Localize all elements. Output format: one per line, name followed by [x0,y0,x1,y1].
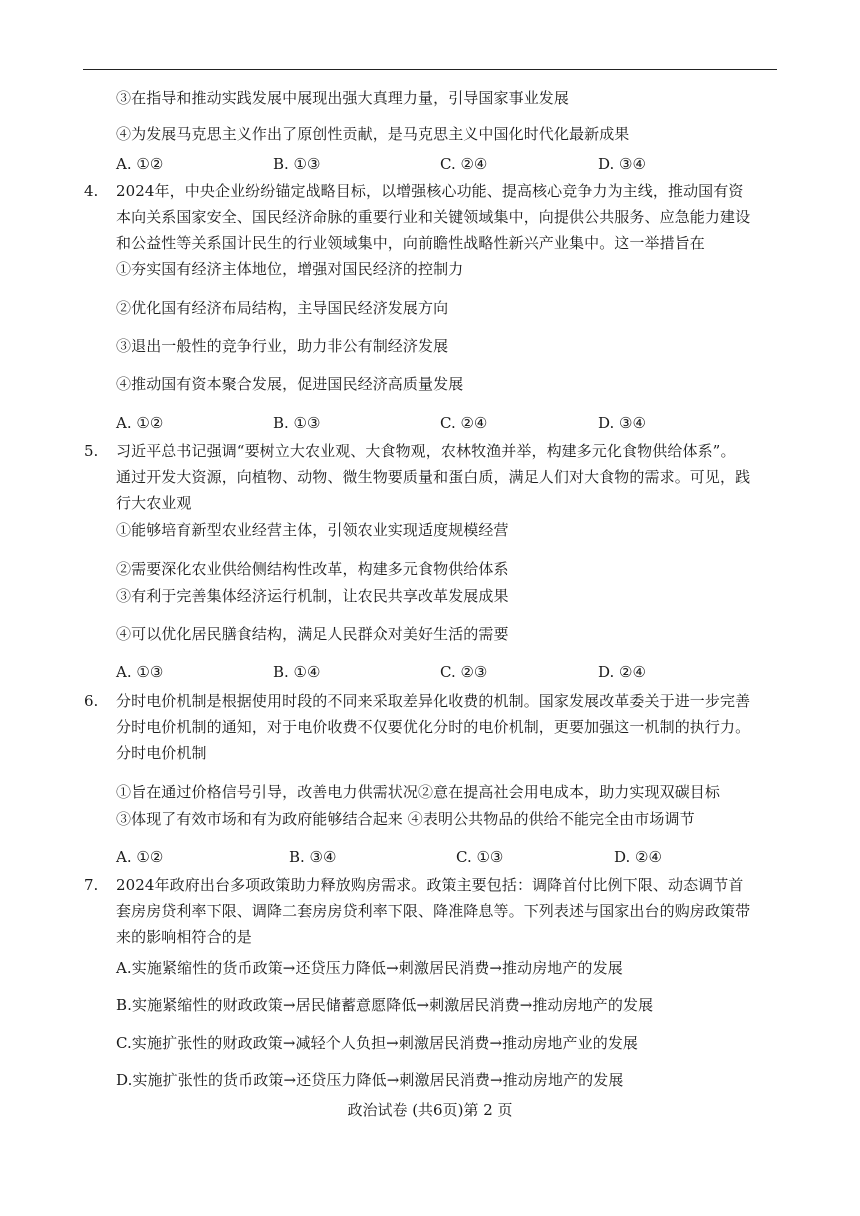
q4-option-b: B. ①③ [273,414,321,432]
q6-stem-line: 分时电价机制 [116,744,207,762]
q7-stem-line: 来的影响相符合的是 [116,928,252,946]
q3-option-d: D. ③④ [598,155,646,173]
q5-option-d: D. ②④ [598,663,646,681]
q6-option-b: B. ③④ [289,848,337,866]
q3-option-a: A. ①② [116,155,164,173]
q6-item-3-4: ③体现了有效市场和有为政府能够结合起来 ④表明公共物品的供给不能完全由市场调节 [116,810,695,828]
q4-item-4: ④推动国有资本聚合发展，促进国民经济高质量发展 [116,375,464,393]
q5-stem-line: 习近平总书记强调“要树立大农业观、大食物观，农林牧渔并举，构建多元化食物供给体系”。 [116,442,736,460]
q5-option-c: C. ②③ [440,663,488,681]
page-footer: 政治试卷 (共6页)第 2 页 [347,1101,513,1119]
q3-option-b: B. ①③ [273,155,321,173]
q4-option-c: C. ②④ [440,414,488,432]
q5-option-b: B. ①④ [273,663,321,681]
q7-stem-line: 套房房贷利率下限、调降二套房房贷利率下限、降准降息等。下列表述与国家出台的购房政策带 [116,902,751,920]
q4-number: 4. [84,182,99,200]
q5-stem-line: 行大农业观 [116,494,192,512]
q7-option-c: C.实施扩张性的财政政策→减轻个人负担→刺激居民消费→推动房地产业的发展 [116,1034,639,1052]
q5-item-3: ③有利于完善集体经济运行机制，让农民共享改革发展成果 [116,587,509,605]
q6-stem-line: 分时电价机制的通知，对于电价收费不仅要优化分时的电价机制，更要加强这一机制的执行力。 [116,718,751,736]
q7-option-a: A.实施紧缩性的货币政策→还贷压力降低→刺激居民消费→推动房地产的发展 [116,959,623,977]
q5-number: 5. [84,442,99,460]
q4-stem-line: 本向关系国家安全、国民经济命脉的重要行业和关键领域集中，向提供公共服务、应急能力建设 [116,208,751,226]
q4-item-2: ②优化国有经济布局结构，主导国民经济发展方向 [116,299,449,317]
q6-stem-line: 分时电价机制是根据使用时段的不同来采取差异化收费的机制。国家发展改革委关于进一步完善 [116,692,751,710]
q6-option-a: A. ①② [116,848,164,866]
q5-option-a: A. ①③ [116,663,164,681]
q6-option-c: C. ①③ [456,848,504,866]
q4-option-d: D. ③④ [598,414,646,432]
q7-option-d: D.实施扩张性的货币政策→还贷压力降低→刺激居民消费→推动房地产的发展 [116,1071,624,1089]
q5-item-2: ②需要深化农业供给侧结构性改革，构建多元食物供给体系 [116,560,509,578]
q3-item-3: ③在指导和推动实践发展中展现出强大真理力量，引导国家事业发展 [116,89,570,107]
q4-option-a: A. ①② [116,414,164,432]
q6-option-d: D. ②④ [614,848,662,866]
q7-stem-line: 2024年政府出台多项政策助力释放购房需求。政策主要包括：调降首付比例下限、动态调节首 [116,876,744,894]
q5-item-4: ④可以优化居民膳食结构，满足人民群众对美好生活的需要 [116,625,509,643]
q6-item-1-2: ①旨在通过价格信号引导，改善电力供需状况②意在提高社会用电成本，助力实现双碳目标 [116,783,721,801]
q5-item-1: ①能够培育新型农业经营主体，引领农业实现适度规模经营 [116,521,509,539]
q4-item-1: ①夯实国有经济主体地位，增强对国民经济的控制力 [116,260,464,278]
q3-option-c: C. ②④ [440,155,488,173]
q4-item-3: ③退出一般性的竞争行业，助力非公有制经济发展 [116,337,449,355]
q4-stem-line: 2024年，中央企业纷纷锚定战略目标，以增强核心功能、提高核心竞争力为主线，推动国有资 [116,182,744,200]
header-rule [83,69,777,70]
q3-item-4: ④为发展马克思主义作出了原创性贡献，是马克思主义中国化时代化最新成果 [116,125,630,143]
q7-number: 7. [84,876,99,894]
q7-option-b: B.实施紧缩性的财政政策→居民储蓄意愿降低→刺激居民消费→推动房地产的发展 [116,996,654,1014]
q4-stem-line: 和公益性等关系国计民生的行业领域集中，向前瞻性战略性新兴产业集中。这一举措旨在 [116,234,705,252]
q6-number: 6. [84,692,99,710]
q5-stem-line: 通过开发大资源，向植物、动物、微生物要质量和蛋白质，满足人们对大食物的需求。可见，践 [116,468,751,486]
